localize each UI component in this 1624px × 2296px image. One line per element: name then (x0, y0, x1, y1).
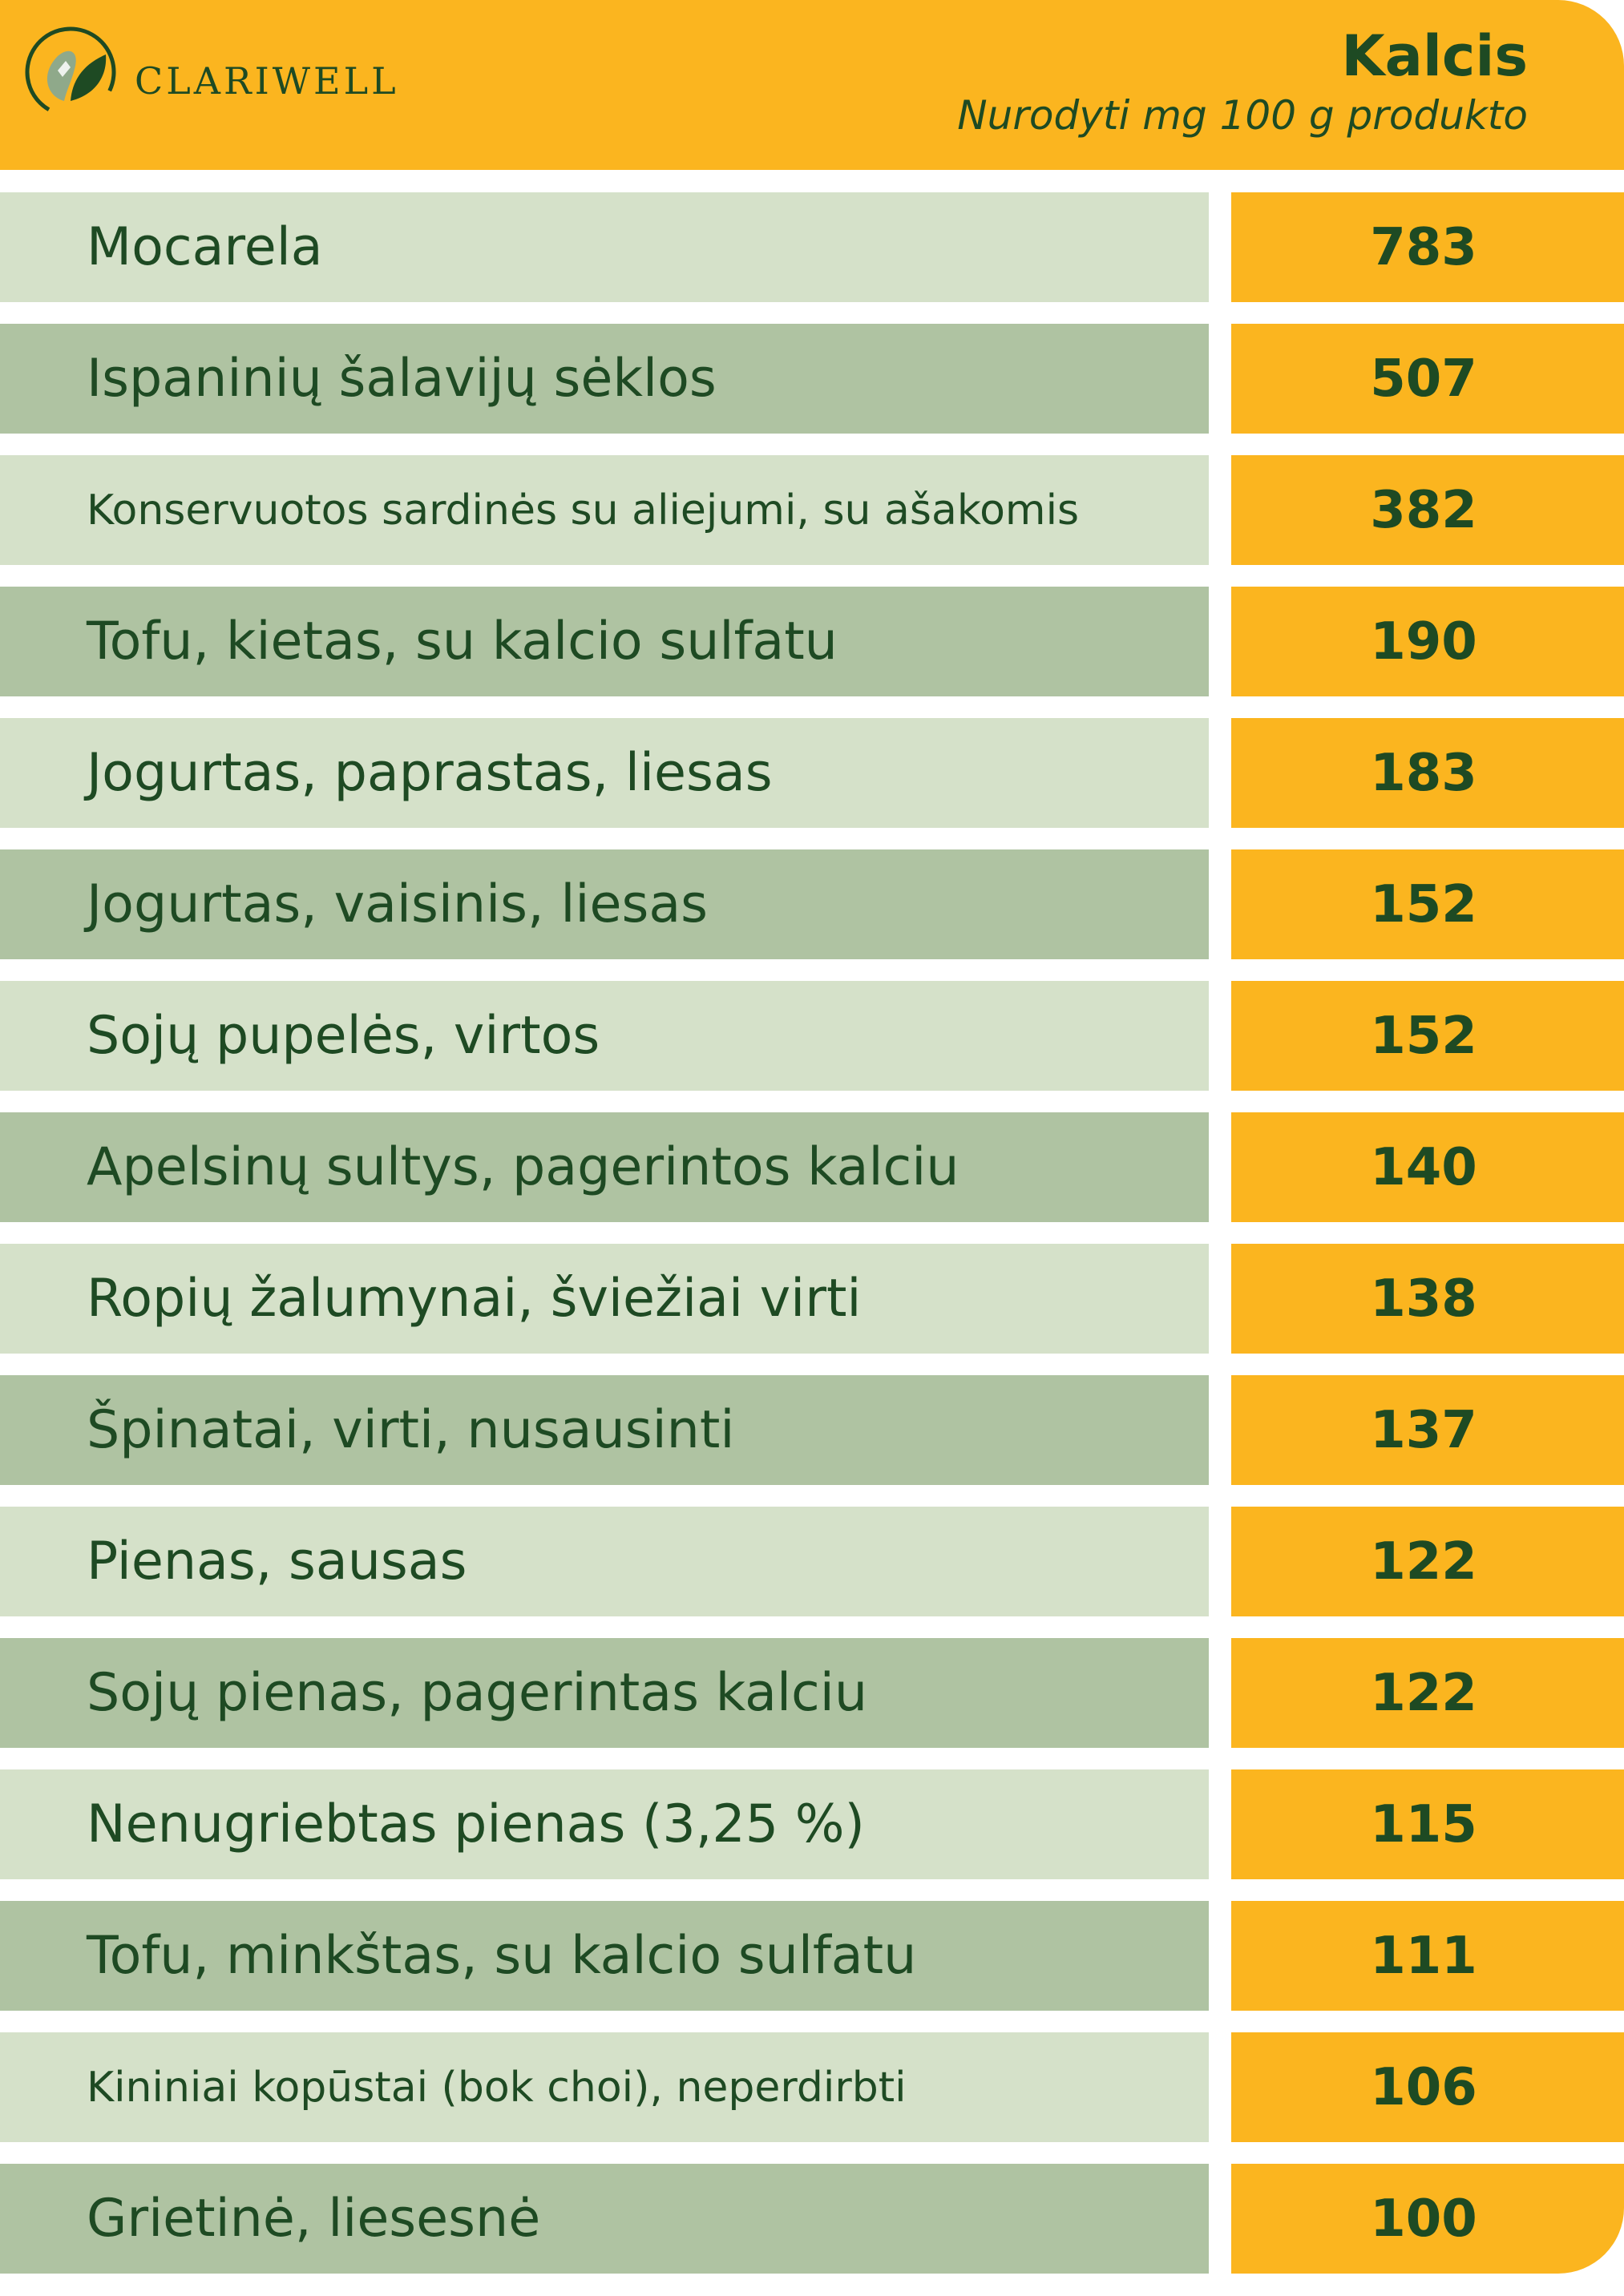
food-name: Tofu, kietas, su kalcio sulfatu (0, 587, 1209, 696)
food-name: Sojų pupelės, virtos (0, 981, 1209, 1091)
table-row (0, 455, 1624, 565)
table-row (0, 1901, 1624, 2011)
calcium-value: 152 (1231, 849, 1624, 959)
calcium-value: 190 (1231, 587, 1624, 696)
food-name: Tofu, minkštas, su kalcio sulfatu (0, 1901, 1209, 2011)
food-name: Ropių žalumynai, šviežiai virti (0, 1244, 1209, 1354)
food-name: Mocarela (0, 192, 1209, 302)
calcium-value: 115 (1231, 1769, 1624, 1879)
title-block (957, 22, 1528, 141)
calcium-value: 507 (1231, 324, 1624, 434)
food-name: Špinatai, virti, nusausinti (0, 1375, 1209, 1485)
calcium-value: 111 (1231, 1901, 1624, 2011)
food-name: Pienas, sausas (0, 1507, 1209, 1616)
table-row (0, 1507, 1624, 1616)
table-row (0, 1112, 1624, 1222)
calcium-value: 137 (1231, 1375, 1624, 1485)
leaf-logo-icon (22, 24, 119, 120)
food-name: Jogurtas, paprastas, liesas (0, 718, 1209, 828)
calcium-value: 100 (1231, 2164, 1624, 2274)
calcium-value: 382 (1231, 455, 1624, 565)
food-name: Konservuotos sardinės su aliejumi, su ašakomis (0, 455, 1209, 565)
table-row (0, 718, 1624, 828)
calcium-value: 138 (1231, 1244, 1624, 1354)
calcium-value: 152 (1231, 981, 1624, 1091)
calcium-value: 106 (1231, 2032, 1624, 2142)
food-name: Jogurtas, vaisinis, liesas (0, 849, 1209, 959)
page-title: Kalcis (1341, 23, 1528, 89)
brand-logo (22, 24, 399, 120)
table-row (0, 192, 1624, 302)
calcium-value: 783 (1231, 192, 1624, 302)
food-name: Apelsinų sultys, pagerintos kalciu (0, 1112, 1209, 1222)
table-row (0, 1375, 1624, 1485)
table-row (0, 2032, 1624, 2142)
header-banner (0, 0, 1624, 170)
table-row (0, 849, 1624, 959)
food-name: Nenugriebtas pienas (3,25 %) (0, 1769, 1209, 1879)
table-row (0, 324, 1624, 434)
table-row (0, 1244, 1624, 1354)
table-row (0, 587, 1624, 696)
table-row (0, 1638, 1624, 1748)
table-row (0, 981, 1624, 1091)
brand-name: CLARIWELL (135, 59, 399, 103)
calcium-value: 183 (1231, 718, 1624, 828)
food-name: Ispaninių šalavijų sėklos (0, 324, 1209, 434)
calcium-value: 122 (1231, 1638, 1624, 1748)
table-row (0, 1769, 1624, 1879)
page-subtitle: Nurodyti mg 100 g produkto (957, 92, 1528, 139)
calcium-value: 122 (1231, 1507, 1624, 1616)
calcium-value: 140 (1231, 1112, 1624, 1222)
food-name: Kininiai kopūstai (bok choi), neperdirbti (0, 2032, 1209, 2142)
food-name: Grietinė, liesesnė (0, 2164, 1209, 2274)
calcium-table (0, 192, 1624, 2295)
food-name: Sojų pienas, pagerintas kalciu (0, 1638, 1209, 1748)
table-row (0, 2164, 1624, 2274)
